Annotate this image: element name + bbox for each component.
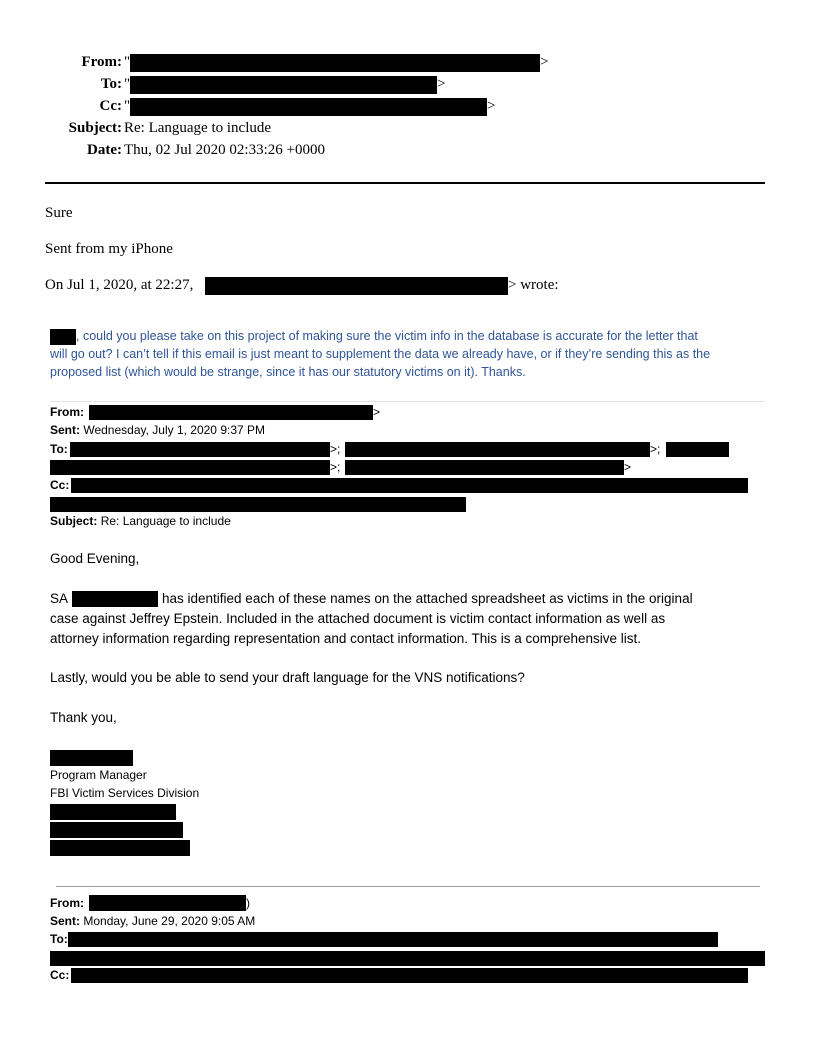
to-separator: >; (330, 460, 341, 474)
signer-title: Program Manager (50, 768, 147, 782)
header-subject-label (0, 120, 122, 137)
from-suffix: > (540, 54, 549, 70)
email3-sent (50, 914, 255, 928)
date-value: Thu, 02 Jul 2020 02:33:26 +0000 (124, 142, 325, 158)
redaction-cc (130, 98, 487, 116)
redaction-email2-to-1 (70, 442, 330, 457)
redaction-email2-cc-1 (71, 478, 748, 493)
email2-subject-value: Re: Language to include (100, 514, 231, 528)
redaction-email2-to-3 (666, 442, 729, 457)
quoted-line-1: , could you please take on this project of making sure the victim info in the database is accurate for the letter that (76, 329, 698, 343)
to-label: To: (100, 76, 122, 92)
email3-divider (56, 886, 760, 887)
redaction-email3-to-2 (50, 951, 765, 966)
email2-sent (50, 423, 265, 437)
to-end: > (624, 460, 632, 474)
redaction-email2-from (89, 405, 373, 420)
para1-line-1: has identified each of these names on the attached spreadsheet as victims in the original (162, 591, 693, 606)
email3-cc-label: Cc: (50, 968, 70, 982)
reply-body: Sure (45, 205, 73, 221)
email2-sent-value: Wednesday, July 1, 2020 9:37 PM (83, 423, 266, 437)
from-quote: " (124, 54, 131, 70)
redaction-from (130, 54, 540, 72)
email2-cc-label: Cc: (50, 478, 70, 492)
para1-line-3: attorney information regarding representation and contact information. This is a comprehensive list. (50, 631, 642, 646)
to-separator: >; (330, 442, 341, 456)
header-cc-label (0, 98, 122, 115)
date-label: Date: (87, 142, 122, 158)
email2-sent-label: Sent: (50, 423, 80, 437)
subject-label: Subject: (68, 120, 122, 136)
redaction-email3-to-1 (68, 932, 718, 947)
greeting: Good Evening, (50, 551, 140, 566)
redaction-addressee (50, 329, 76, 345)
email2-from-label: From: (50, 405, 84, 419)
redaction-signature-1 (50, 804, 176, 820)
para1-prefix: SA (50, 591, 69, 606)
cc-suffix: > (487, 98, 496, 114)
quoted-line-2: will go out? I can’t tell if this email is just meant to supplement the data we already have, or if they’re sending this as the (50, 347, 711, 361)
redaction-email3-cc (71, 968, 748, 983)
email3-sent-label: Sent: (50, 914, 80, 928)
signer-division: FBI Victim Services Division (50, 786, 200, 800)
header-from-label (0, 54, 122, 71)
closing: Thank you, (50, 710, 117, 725)
quoted-line-3: proposed list (which would be strange, since it has our statutory victims on it). Thanks. (50, 365, 526, 379)
email2-subject (50, 514, 231, 528)
para2: Lastly, would you be able to send your draft language for the VNS notifications? (50, 670, 525, 685)
email2-to-label: To: (50, 442, 68, 456)
redaction-signature-2 (50, 822, 183, 838)
email3-to-label: To: (50, 932, 68, 946)
cc-quote: " (124, 98, 131, 114)
redaction-email2-to-5 (345, 460, 624, 475)
to-separator: >; (650, 442, 661, 456)
quote-intro: On Jul 1, 2020, at 22:27, (45, 277, 194, 293)
header-date-label (0, 142, 122, 159)
email3-from-suffix: ) (246, 896, 250, 910)
quote-intro-suffix: > wrote: (508, 277, 559, 293)
redaction-to (130, 76, 437, 94)
subject-value: Re: Language to include (124, 120, 272, 136)
redaction-email2-to-2 (345, 442, 650, 457)
redaction-agent-name (72, 591, 158, 607)
email2-subject-label: Subject: (50, 514, 98, 528)
para1-line-2: case against Jeffrey Epstein. Included in the attached document is victim contact information as well as (50, 611, 666, 626)
redaction-email3-from (89, 895, 246, 911)
redaction-email2-cc-2 (50, 497, 466, 512)
header-to-label (0, 76, 122, 93)
email2-divider (50, 401, 765, 402)
to-suffix: > (437, 76, 446, 92)
redaction-email2-to-4 (50, 460, 330, 475)
email3-sent-value: Monday, June 29, 2020 9:05 AM (83, 914, 256, 928)
from-label: From: (81, 54, 122, 70)
redaction-quote-sender (205, 277, 508, 295)
email2-from-suffix: > (373, 405, 381, 419)
reply-signature: Sent from my iPhone (45, 241, 173, 257)
cc-label: Cc: (99, 98, 122, 114)
to-quote: " (124, 76, 131, 92)
redaction-signature-3 (50, 840, 190, 856)
email3-from-label: From: (50, 896, 84, 910)
redaction-signer-name (50, 750, 133, 766)
header-divider (45, 182, 765, 184)
